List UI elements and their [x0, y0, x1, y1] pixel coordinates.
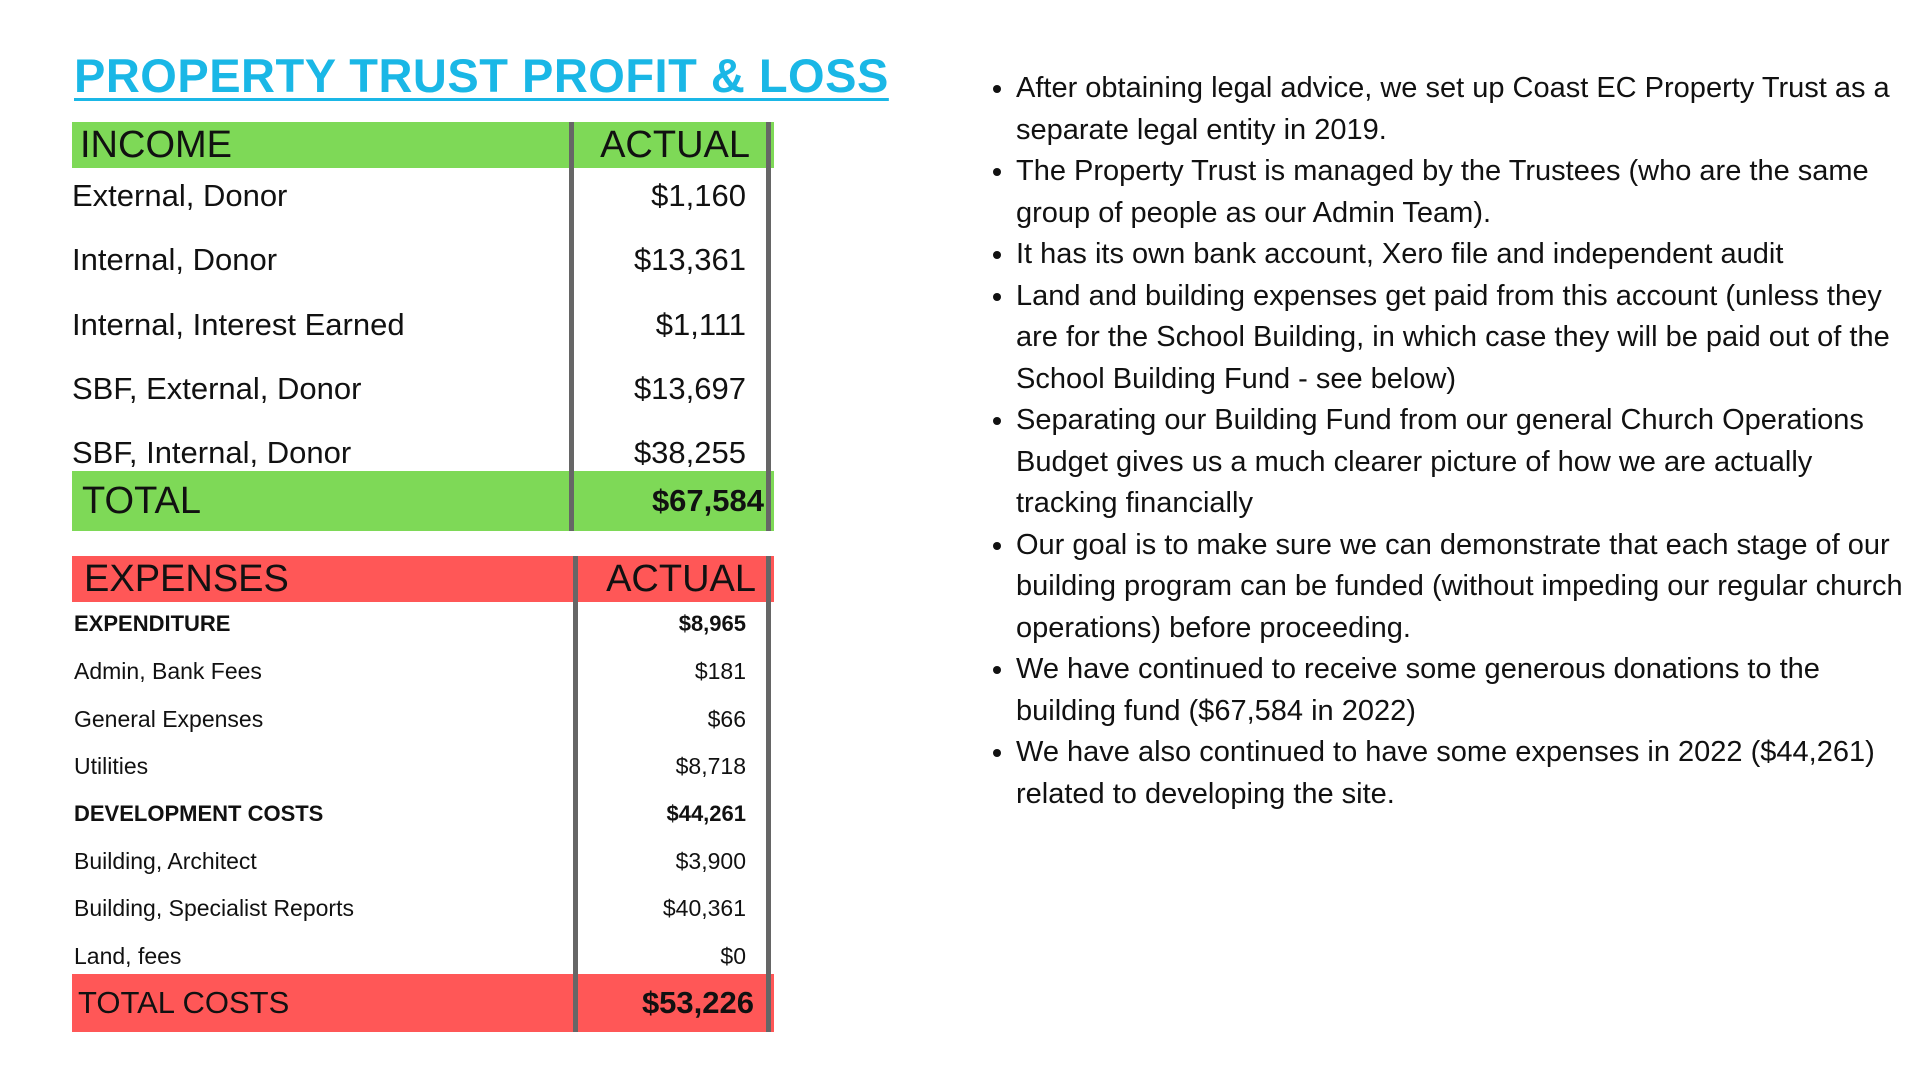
note-item: • The Property Trust is managed by the Trustees (who are the same group of people as our Admin Team).	[1016, 151, 1916, 234]
expenses-row-value: $66	[707, 706, 746, 732]
expenses-table	[72, 556, 774, 1032]
expenses-row-value: $0	[720, 943, 746, 969]
expenses-category-row	[72, 798, 774, 830]
income-row-label: External, Donor	[72, 178, 288, 213]
expenses-header-label: EXPENSES	[84, 558, 289, 600]
income-row-value: $13,361	[633, 242, 746, 277]
income-header-label: INCOME	[80, 124, 232, 166]
income-row	[72, 305, 774, 345]
notes-list	[988, 68, 1916, 815]
income-row-value: $1,160	[651, 178, 746, 213]
income-total-row	[72, 471, 774, 531]
note-item: • After obtaining legal advice, we set up Coast EC Property Trust as a separate legal entity in 2019.	[1016, 68, 1916, 151]
expenses-row-label: Land, fees	[74, 943, 182, 969]
income-total-value: $67,584	[651, 483, 764, 518]
note-item: • Separating our Building Fund from our general Church Operations Budget gives us a much clearer picture of how we are actually tracking financially	[1016, 400, 1916, 525]
expenses-category-row	[72, 608, 774, 640]
income-row-value: $1,111	[655, 307, 746, 342]
expenses-row	[72, 703, 774, 735]
expenses-row-label: Building, Specialist Reports	[74, 895, 354, 921]
note-item: • It has its own bank account, Xero file and independent audit	[1016, 234, 1916, 276]
expenses-header-actual: ACTUAL	[606, 558, 756, 600]
income-row-label: SBF, External, Donor	[72, 371, 362, 406]
expenses-row	[72, 750, 774, 782]
expenses-row-label: Utilities	[74, 753, 149, 779]
expenses-row	[72, 845, 774, 877]
income-row-label: Internal, Interest Earned	[72, 307, 405, 342]
expenses-row	[72, 892, 774, 924]
income-row-label: Internal, Donor	[72, 242, 278, 277]
income-total-label: TOTAL	[82, 480, 201, 522]
expenses-row-label: General Expenses	[74, 706, 264, 732]
income-header-row	[72, 122, 774, 168]
expenses-header-row	[72, 556, 774, 602]
income-row	[72, 176, 774, 216]
page-title: PROPERTY TRUST PROFIT & LOSS	[74, 49, 889, 102]
expenses-row-label: Building, Architect	[74, 848, 257, 874]
expenses-row-value: $181	[694, 658, 746, 684]
expenses-total-label: TOTAL COSTS	[78, 985, 290, 1020]
income-row-label: SBF, Internal, Donor	[72, 435, 352, 470]
expenses-total-value: $53,226	[641, 985, 754, 1020]
expenses-row-value: $3,900	[675, 848, 746, 874]
expenses-row-label: EXPENDITURE	[74, 611, 231, 636]
expenses-row-value: $8,965	[678, 611, 746, 636]
income-row	[72, 369, 774, 409]
expenses-right-border	[766, 556, 771, 1032]
note-item: • We have also continued to have some expenses in 2022 ($44,261) related to developing the site.	[1016, 732, 1916, 815]
expenses-total-row	[72, 974, 774, 1032]
note-item: • We have continued to receive some generous donations to the building fund ($67,584 in 2022)	[1016, 649, 1916, 732]
expenses-row	[72, 940, 774, 972]
income-row	[72, 240, 774, 280]
income-column-divider	[569, 122, 574, 531]
income-header-actual: ACTUAL	[600, 124, 750, 166]
income-row-value: $38,255	[633, 435, 746, 470]
expenses-row	[72, 655, 774, 687]
expenses-row-value: $40,361	[662, 895, 746, 921]
income-right-border	[766, 122, 771, 531]
note-item: • Land and building expenses get paid from this account (unless they are for the School Building, in which case they will be paid out of the School Building Fund - see below)	[1016, 276, 1916, 401]
expenses-row-label: Admin, Bank Fees	[74, 658, 262, 684]
income-row	[72, 433, 774, 473]
expenses-row-value: $8,718	[675, 753, 746, 779]
income-table	[72, 122, 774, 534]
expenses-column-divider	[573, 556, 578, 1032]
expenses-row-label: DEVELOPMENT COSTS	[74, 801, 324, 826]
note-item: • Our goal is to make sure we can demonstrate that each stage of our building program can be funded (without impeding our regular church operations) before proceeding.	[1016, 525, 1916, 650]
expenses-row-value: $44,261	[666, 801, 746, 826]
income-row-value: $13,697	[633, 371, 746, 406]
